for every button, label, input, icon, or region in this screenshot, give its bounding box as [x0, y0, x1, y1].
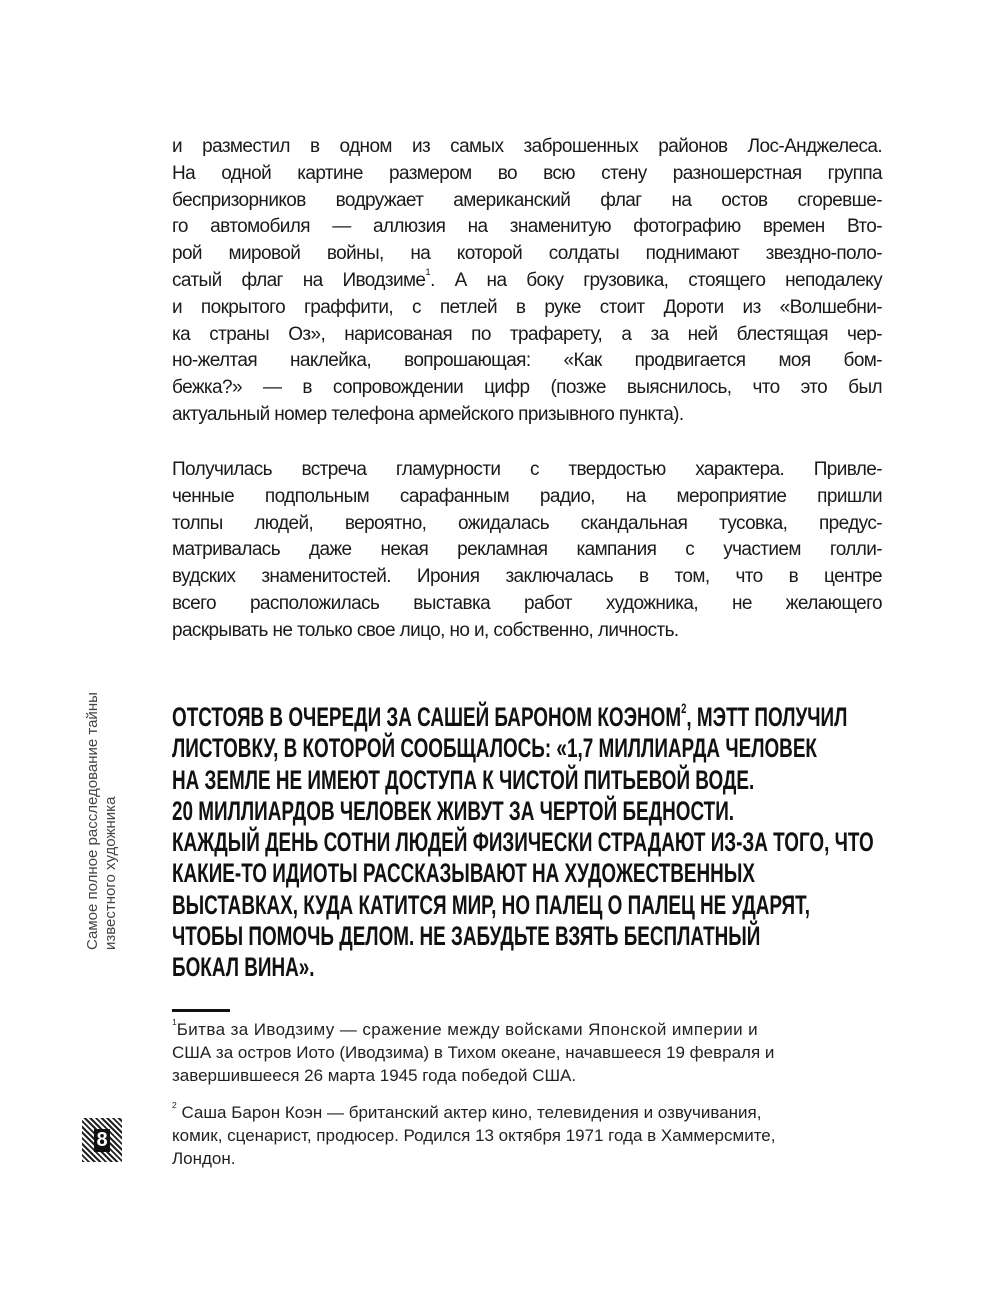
footnote-mark: 2: [172, 1100, 177, 1110]
pull-quote: [172, 702, 986, 984]
quote-line: [172, 702, 874, 733]
text-line: На одной картине размером во всю стену разношерстная группа: [172, 162, 882, 184]
text-line: и разместил в одном из самых заброшенных районов Лос-Анджелеса.: [172, 136, 882, 157]
text-run: Битва за Иводзиму — сражение между войсками Японской империи и: [176, 1020, 759, 1039]
text-run: сатый флаг на Иводзиме: [172, 269, 426, 291]
footnote-1: [172, 1018, 872, 1087]
text-line: бежка?» — в сопровождении цифр (позже выяснилось, что это был: [172, 377, 882, 399]
footnote-line: комик, сценарист, продюсер. Родился 13 октября 1971 года в Хаммерсмите,: [172, 1126, 776, 1145]
text-line: Получилась встреча гламурности с твердостью характера. Привле-: [172, 459, 882, 480]
page-number-badge: [82, 1118, 122, 1162]
text-line: ка страны Оз», нарисованая по трафарету, а за ней блестящая чер-: [172, 323, 882, 345]
quote-line: 20 МИЛЛИАРДОВ ЧЕЛОВЕК ЖИВУТ ЗА ЧЕРТОЙ БЕДНОСТИ.: [172, 795, 735, 826]
page-number: 8: [96, 1128, 108, 1151]
footnote-ref-2[interactable]: 2: [681, 701, 687, 716]
text-run: , МЭТТ ПОЛУЧИЛ: [686, 702, 848, 732]
text-line: вудских знаменитостей. Ирония заключалась в том, что в центре: [172, 566, 882, 588]
text-line: беспризорников водружает американский флаг на остов сгоревше-: [172, 189, 882, 211]
footnote-line: завершившееся 26 марта 1945 года победой США.: [172, 1066, 577, 1085]
quote-line: ВЫСТАВКАХ, КУДА КАТИТСЯ МИР, НО ПАЛЕЦ О ПАЛЕЦ НЕ УДАРЯТ,: [172, 889, 811, 920]
running-title: [84, 630, 120, 950]
quote-line: НА ЗЕМЛЕ НЕ ИМЕЮТ ДОСТУПА К ЧИСТОЙ ПИТЬЕВОЙ ВОДЕ.: [172, 764, 755, 795]
text-line: толпы людей, вероятно, ожидалась скандальная тусовка, предус-: [172, 512, 882, 534]
body-paragraph-1: [172, 134, 882, 429]
quote-line: ЧТОБЫ ПОМОЧЬ ДЕЛОМ. НЕ ЗАБУДЬТЕ ВЗЯТЬ БЕСПЛАТНЫЙ: [172, 921, 761, 952]
footnote-ref-1[interactable]: 1: [425, 266, 431, 278]
footnote-line: США за остров Иото (Иводзима) в Тихом океане, начавшееся 19 февраля и: [172, 1043, 775, 1062]
text-run: . А на боку грузовика, стоящего неподалеку: [430, 269, 882, 291]
text-line: матривалась даже некая рекламная кампания с участием голли-: [172, 539, 882, 561]
footnote-line: [172, 1018, 872, 1041]
quote-line: ЛИСТОВКУ, В КОТОРОЙ СООБЩАЛОСЬ: «1,7 МИЛЛИАРДА ЧЕЛОВЕК: [172, 733, 817, 764]
footnote-mark: 1: [172, 1017, 177, 1027]
footnote-line: [172, 1101, 872, 1124]
text-run: ОТСТОЯВ В ОЧЕРЕДИ ЗА САШЕЙ БАРОНОМ КОЭНОМ: [172, 702, 682, 732]
quote-line: БОКАЛ ВИНА».: [172, 952, 315, 983]
footnote-line: Лондон.: [172, 1149, 236, 1168]
body-paragraph-2: [172, 457, 882, 645]
footnote-2: [172, 1101, 872, 1170]
text-line: рой мировой войны, на которой солдаты поднимают звездно-поло-: [172, 243, 882, 265]
footnote-divider: [172, 1009, 230, 1012]
quote-line: КАЖДЫЙ ДЕНЬ СОТНИ ЛЮДЕЙ ФИЗИЧЕСКИ СТРАДАЮТ ИЗ-ЗА ТОГО, ЧТО: [172, 827, 874, 858]
text-line: и покрытого граффити, с петлей в руке стоит Дороти из «Волшебни-: [172, 296, 882, 318]
text-line: [172, 268, 882, 295]
quote-line: КАКИЕ-ТО ИДИОТЫ РАССКАЗЫВАЮТ НА ХУДОЖЕСТВЕННЫХ: [172, 858, 755, 889]
text-line: го автомобиля — аллюзия на знаменитую фотографию времен Вто-: [172, 216, 882, 238]
text-line: но-желтая наклейка, вопрошающая: «Как продвигается моя бом-: [172, 350, 882, 372]
text-line: актуальный номер телефона армейского призывного пункта).: [172, 403, 684, 425]
running-title-line: известного художника: [102, 796, 119, 950]
text-run: Саша Барон Коэн — британский актер кино, телевидения и озвучивания,: [181, 1103, 762, 1122]
text-line: ченные подпольным сарафанным радио, на мероприятие пришли: [172, 485, 882, 507]
text-line: всего расположилась выставка работ художника, не желающего: [172, 592, 882, 614]
running-title-line: Самое полное расследование тайны: [84, 692, 101, 950]
text-line: раскрывать не только свое лицо, но и, собственно, личность.: [172, 619, 679, 641]
